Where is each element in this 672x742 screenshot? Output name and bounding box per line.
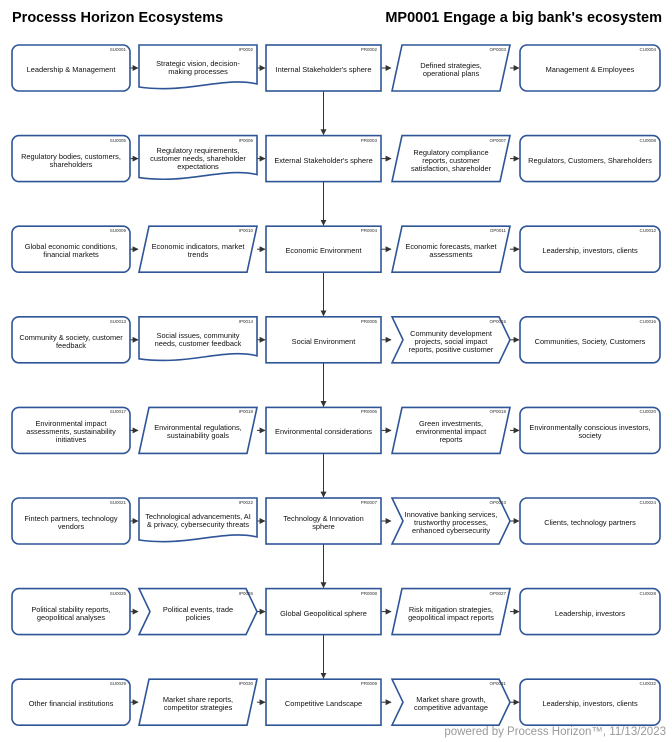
customer-label: Leadership, investors, clients <box>542 699 638 709</box>
customer-id: CU0016 <box>639 318 656 324</box>
process-label: Social Environment <box>291 336 356 346</box>
supplier-id: SU0029 <box>109 681 126 687</box>
supplier-id: SU0021 <box>109 500 126 505</box>
customer-label: Leadership, investors <box>554 608 626 618</box>
supplier-id: SU0013 <box>109 318 126 324</box>
output-label: Risk mitigation strategies, geopolitical impact reports <box>408 604 494 622</box>
customer-id: CU0008 <box>639 137 656 143</box>
supplier-label: Community & society, customer feedback <box>19 332 123 350</box>
input-label: Strategic vision, decision-making processes <box>156 59 240 76</box>
supplier-id: SU0001 <box>109 47 126 52</box>
process-id: PR0009 <box>360 681 377 687</box>
supplier-id: SU0005 <box>109 137 126 143</box>
input-label: Regulatory requirements, customer needs, shareholder expectations <box>150 145 246 171</box>
input-label: Environmental regulations, sustainability goals <box>154 423 242 441</box>
supplier-label: Global economic conditions, financial markets <box>24 242 118 260</box>
process-id: PR0007 <box>360 500 377 505</box>
output-label: Regulatory compliance reports, customer satisfaction, shareholder <box>410 147 492 173</box>
customer-id: CU0032 <box>639 681 656 687</box>
process-id: PR0002 <box>360 47 377 52</box>
process-map-title: MP0001 Engage a big bank's ecosystem <box>385 10 662 26</box>
process-label: Environmental considerations <box>275 427 372 437</box>
supplier-label: Political stability reports, geopolitical analyses <box>31 604 111 622</box>
customer-label: Management & Employees <box>545 65 635 74</box>
input-id: IP0002 <box>238 47 253 52</box>
process-id: PR0004 <box>360 228 377 234</box>
customer-id: CU0012 <box>639 228 656 234</box>
powered-by-footer: powered by Process Horizon™, 11/13/2023 <box>444 726 666 738</box>
customer-label: Environmentally conscious investors, society <box>529 423 651 441</box>
supplier-id: SU0025 <box>109 590 126 596</box>
input-id: IP0018 <box>238 409 253 415</box>
process-id: PR0008 <box>360 590 377 596</box>
supplier-label: Fintech partners, technology vendors <box>24 514 118 531</box>
output-label: Community development projects, social impact reports, positive customer <box>408 328 494 354</box>
input-id: IP0022 <box>238 500 253 505</box>
supplier-id: SU0017 <box>109 409 126 415</box>
customer-id: CU0024 <box>639 500 656 505</box>
process-id: PR0006 <box>360 409 377 415</box>
output-id: OP0023 <box>489 500 506 505</box>
output-label: Economic forecasts, market assessments <box>405 242 497 260</box>
input-label: Technological advancements, AI & privacy, cybersecurity threats <box>145 512 251 529</box>
process-label: Economic Environment <box>285 246 362 256</box>
input-id: IP0030 <box>238 681 253 687</box>
customer-id: CU0004 <box>639 47 656 52</box>
supplier-label: Other financial institutions <box>28 699 114 709</box>
supplier-id: SU0009 <box>109 228 126 234</box>
input-label: Social issues, community needs, customer feedback <box>154 330 242 348</box>
process-label: External Stakeholder's sphere <box>274 155 373 165</box>
input-id: IP0010 <box>238 228 253 234</box>
supplier-label: Leadership & Management <box>26 65 116 74</box>
input-label: Market share reports, competitor strategies <box>162 695 234 713</box>
output-id: OP0031 <box>489 681 506 687</box>
output-id: OP0011 <box>489 228 506 234</box>
process-label: Technology & Innovation sphere <box>283 514 364 531</box>
input-id: IP0006 <box>238 137 253 143</box>
customer-label: Communities, Society, Customers <box>534 336 646 346</box>
customer-label: Leadership, investors, clients <box>542 246 638 256</box>
output-label: Defined strategies, operational plans <box>420 61 482 78</box>
output-id: OP0003 <box>489 47 506 52</box>
customer-id: CU0028 <box>639 590 656 596</box>
input-id: IP0014 <box>238 318 253 324</box>
output-id: OP0015 <box>489 318 506 324</box>
process-id: PR0005 <box>360 318 377 324</box>
customer-id: CU0020 <box>639 409 656 415</box>
supplier-label: Regulatory bodies, customers, shareholders <box>21 151 121 169</box>
input-label: Economic indicators, market trends <box>151 242 245 260</box>
process-label: Competitive Landscape <box>284 699 363 709</box>
process-label: Internal Stakeholder's sphere <box>275 65 372 74</box>
customer-label: Regulators, Customers, Shareholders <box>528 155 652 165</box>
output-id: OP0027 <box>489 590 506 596</box>
output-id: OP0019 <box>489 409 506 415</box>
output-label: Green investments, environmental impact reports <box>415 419 487 445</box>
customer-label: Clients, technology partners <box>544 518 636 527</box>
process-label: Global Geopolitical sphere <box>280 608 367 618</box>
output-id: OP0007 <box>489 137 506 143</box>
output-label: Innovative banking services, trustworthy processes, enhanced cybersecurity <box>404 510 498 535</box>
input-id: IP0026 <box>238 590 253 596</box>
process-id: PR0003 <box>360 137 377 143</box>
supplier-label: Environmental impact assessments, sustainability initiatives <box>26 419 116 445</box>
input-label: Political events, trade policies <box>162 604 234 622</box>
diagram-title: Processs Horizon Ecosystems <box>12 10 224 26</box>
output-label: Market share growth, competitive advantage <box>414 695 488 713</box>
